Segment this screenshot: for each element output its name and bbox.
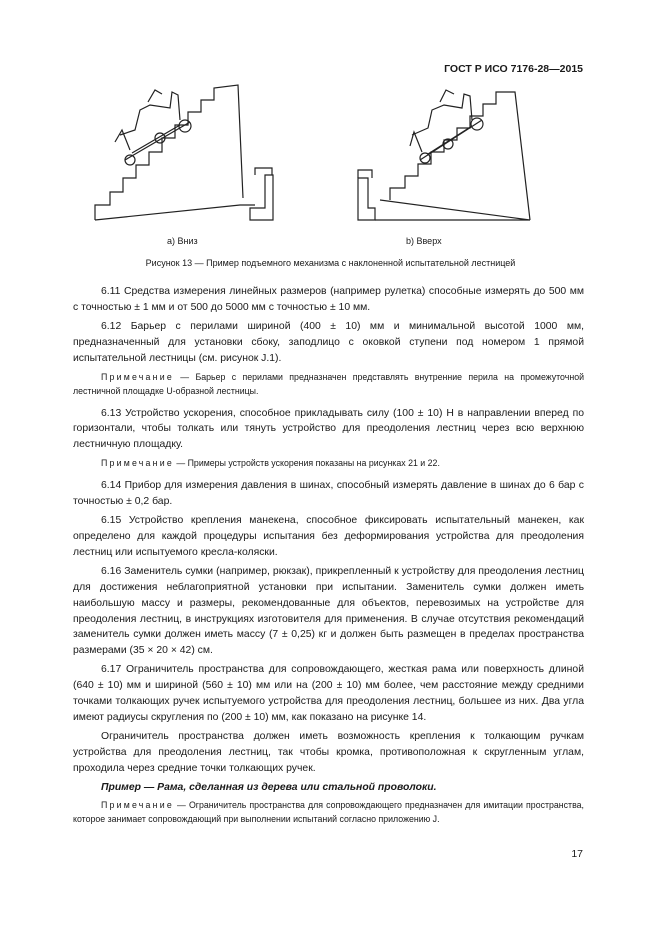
paragraph-6-17-continued: Ограничитель пространства должен иметь возможность крепления к толкающим ручкам устройства для преодоления лестниц, так чтобы кромка, противоположная к скругленным углам, проходила через средние точки толкающих ручек. [73, 730, 584, 774]
note-label: Примечание [101, 800, 174, 811]
note-label: Примечание [101, 371, 174, 382]
figure-stair-lift-drawings [60, 80, 600, 230]
note-text: — Ограничитель пространства для сопровождающего предназначен для имитации пространства, которое занимает сопровождающий при выполнении испытаний согласно приложению J. [73, 800, 584, 825]
note-acceleration [73, 456, 584, 470]
paragraph-6-11: 6.11 Средства измерения линейных размеров (например рулетка) способные измерять до 500 мм с точностью ± 1 мм и от 500 до 5000 мм с точностью ± 10 мм. [73, 286, 584, 313]
example-frame: Пример — Рама, сделанная из дерева или стальной проволоки. [101, 781, 437, 793]
caption-a: a) Вниз [167, 236, 198, 246]
document-body [73, 284, 584, 834]
paragraph-6-14: 6.14 Прибор для измерения давления в шинах, способный измерять давление в шинах до 6 бар с точностью ± 0,2 бар. [73, 480, 584, 508]
note-label: Примечание [101, 458, 174, 469]
figure-title: Рисунок 13 — Пример подъемного механизма с наклоненной испытательной лестницей [145, 258, 516, 268]
note-space-limiter [73, 798, 584, 826]
paragraph-6-16: 6.16 Заменитель сумки (например, рюкзак), прикрепленный к устройству для преодоления лестниц для достижения неблагоприятной установки при испытании. Заменитель сумки должен иметь наибольшую массу и размеры, рекомендованные для объектов, перевозимых на устройстве для преодоления лестниц, в инструкциях изготовителя для применения. В случае отсутствия рекомендаций заменитель сумки должен иметь массу (7 ± 0,25) кг и должен быть размещен в пределах пространства размерами (35 × 20 × 42) см. [73, 565, 584, 657]
paragraph-6-12: 6.12 Барьер с перилами шириной (400 ± 10) мм и минимальной высотой 1000 мм, предназначенный для установки сбоку, заподлицо с оковкой ступени под номером 1 прямой испытательной лестницы (см. рисунок J.1). [73, 320, 584, 364]
paragraph-6-13: 6.13 Устройство ускорения, способное прикладывать силу (100 ± 10) Н в направлении вперед по горизонтали, чтобы толкать или тянуть устройство для преодоления лестниц через всю верхнюю лестничную площадку. [73, 407, 584, 451]
paragraph-6-17: 6.17 Ограничитель пространства для сопровождающего, жесткая рама или поверхность длиной (640 ± 10) мм и шириной (560 ± 10) мм или на (200 ± 10) мм более, чем расстояние между средними точками толкающих ручек испытуемого устройства для преодоления лестниц, большее из них. Два угла имеют радиусы скругления по (200 ± 10) мм, как показано на рисунке 14. [73, 664, 584, 723]
caption-b: b) Вверх [406, 236, 442, 246]
note-text: — Примеры устройств ускорения показаны на рисунках 21 и 22. [173, 458, 440, 469]
figure-b-up-drawing [358, 90, 530, 220]
note-text: — Барьер с перилами предназначен представлять внутренние перила на промежуточной лестничной площадке U-образной лестницы. [73, 371, 584, 396]
paragraph-6-15: 6.15 Устройство крепления манекена, способное фиксировать испытательный манекен, как определено для каждой процедуры испытания без деформирования устройства для преодоления лестниц или испытуемого кресла-коляски. [73, 515, 584, 558]
page-number: 17 [571, 848, 583, 860]
note-barrier [73, 370, 584, 398]
figure-a-down-drawing [95, 85, 273, 220]
document-code: ГОСТ Р ИСО 7176-28—2015 [444, 63, 583, 75]
